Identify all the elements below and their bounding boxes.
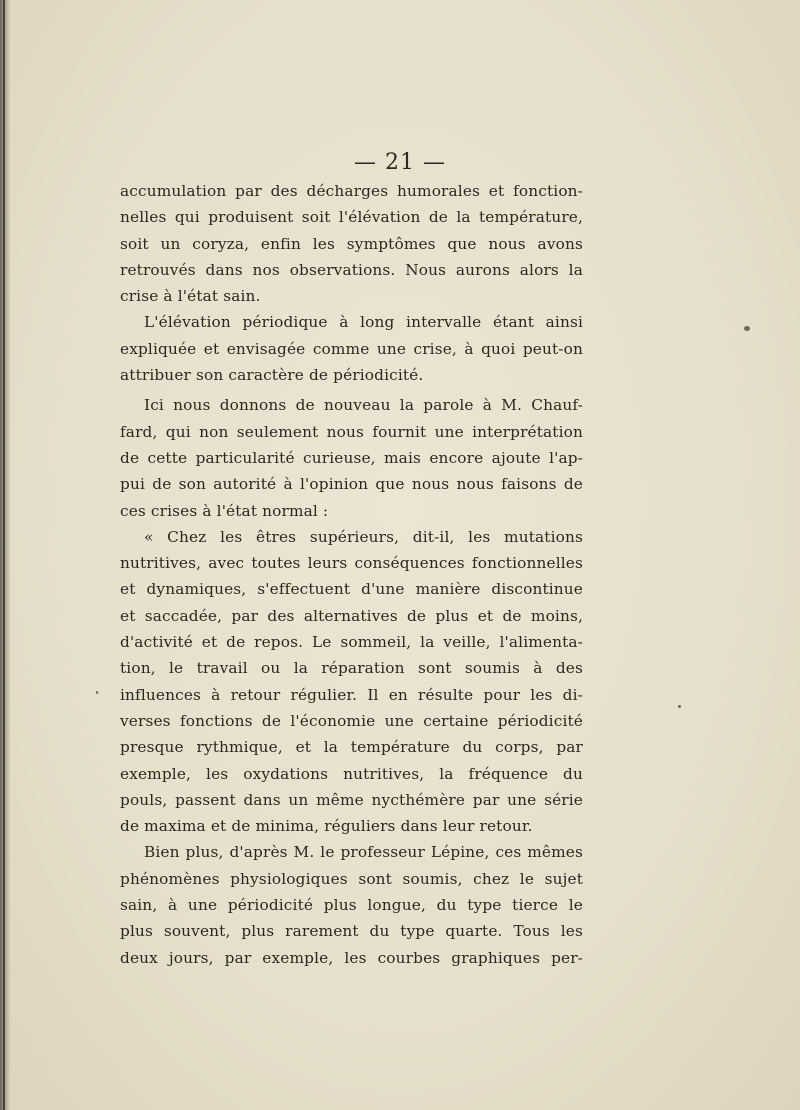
- text-line: retrouvés dans nos observations. Nous aurons alors la: [120, 260, 583, 279]
- paragraph-1: [120, 178, 583, 309]
- text-line: attribuer son caractère de périodicité.: [120, 366, 424, 385]
- text-line: nelles qui produisent soit l'élévation de la température,: [120, 208, 583, 227]
- text-line: exemple, les oxydations nutritives, la fréquence du: [120, 764, 583, 783]
- text-line: fard, qui non seulement nous fournit une interprétation: [120, 422, 583, 441]
- page-number: — 21 —: [354, 150, 446, 175]
- paper-speck: [744, 326, 750, 331]
- paragraph-5: [120, 839, 583, 970]
- text-line: crise à l'état sain.: [120, 287, 261, 306]
- text-line: soit un coryza, enfin les symptômes que nous avons: [120, 234, 583, 253]
- paragraph-4-quotation: [120, 524, 583, 840]
- text-line: expliquée et envisagée comme une crise, à quoi peut-on: [120, 339, 583, 358]
- paragraph-2: [120, 309, 583, 388]
- text-line: influences à retour régulier. Il en résulte pour les di-: [120, 685, 583, 704]
- body-text: [120, 178, 583, 971]
- text-line: deux jours, par exemple, les courbes graphiques per-: [120, 948, 583, 967]
- text-line: L'élévation périodique à long intervalle étant ainsi: [144, 313, 583, 332]
- text-line: accumulation par des décharges humorales et fonction-: [120, 182, 583, 200]
- text-line: de maxima et de minima, réguliers dans leur retour.: [120, 817, 533, 836]
- text-line: et saccadée, par des alternatives de plus et de moins,: [120, 606, 583, 625]
- text-line: d'activité et de repos. Le sommeil, la veille, l'alimenta-: [120, 633, 583, 652]
- text-line: tion, le travail ou la réparation sont soumis à des: [120, 659, 583, 678]
- text-line: sain, à une périodicité plus longue, du type tierce le: [120, 896, 583, 915]
- text-line: Bien plus, d'après M. le professeur Lépine, ces mêmes: [144, 843, 583, 862]
- text-line: plus souvent, plus rarement du type quarte. Tous les: [120, 922, 583, 941]
- text-line: de cette particularité curieuse, mais encore ajoute l'ap-: [120, 448, 583, 467]
- paper-speck: [96, 691, 98, 694]
- paper-speck: [678, 705, 681, 708]
- paragraph-3: [120, 392, 583, 523]
- text-line: phénomènes physiologiques sont soumis, chez le sujet: [120, 869, 583, 888]
- text-line: pui de son autorité à l'opinion que nous nous faisons de: [120, 475, 583, 494]
- text-line: presque rythmique, et la température du corps, par: [120, 738, 583, 757]
- text-line: « Chez les êtres supérieurs, dit-il, les mutations: [144, 527, 583, 546]
- text-line: verses fonctions de l'économie une certaine périodicité: [120, 711, 583, 730]
- text-line: Ici nous donnons de nouveau la parole à M. Chauf-: [144, 396, 583, 415]
- text-line: et dynamiques, s'effectuent d'une manière discontinue: [120, 580, 583, 599]
- text-line: pouls, passent dans un même nycthémère par une série: [120, 790, 583, 809]
- text-line: nutritives, avec toutes leurs conséquences fonctionnelles: [120, 554, 583, 573]
- text-line: ces crises à l'état normal :: [120, 501, 329, 520]
